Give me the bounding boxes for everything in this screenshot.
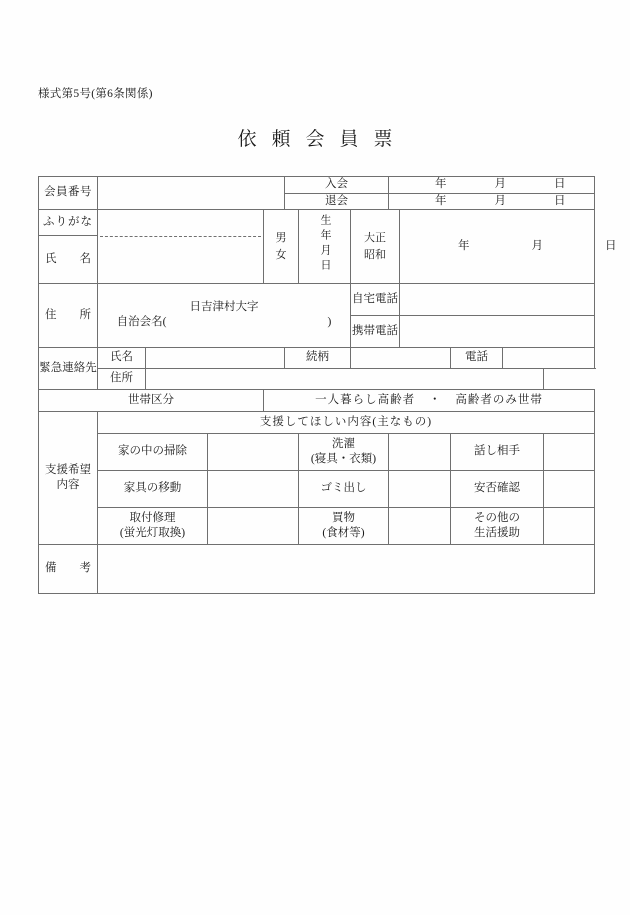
furigana-input[interactable] bbox=[98, 210, 264, 236]
table-row-remarks bbox=[39, 545, 595, 594]
birth-day-unit: 日 bbox=[605, 239, 617, 252]
support-item-check-2[interactable] bbox=[544, 434, 595, 471]
support-item-7-main: 買物 bbox=[332, 511, 355, 524]
leave-date-field[interactable] bbox=[389, 193, 595, 210]
support-item-label-0 bbox=[98, 434, 208, 471]
address-label: 住 所 bbox=[39, 284, 98, 348]
page-title: 依頼会員票 bbox=[237, 129, 408, 150]
gender-male[interactable]: 男 bbox=[275, 232, 287, 245]
mobile-phone-input[interactable] bbox=[400, 316, 595, 348]
era-showa[interactable]: 昭和 bbox=[364, 248, 386, 261]
member-no-input[interactable] bbox=[98, 177, 285, 210]
table-row-household bbox=[39, 390, 595, 412]
remarks-input[interactable] bbox=[98, 545, 595, 594]
gender-field[interactable] bbox=[264, 210, 299, 284]
join-day-unit: 日 bbox=[554, 178, 566, 190]
remarks-label: 備 考 bbox=[39, 545, 98, 594]
form-code: 様式第5号(第6条関係) bbox=[38, 88, 153, 100]
emergency-name-label: 氏名 bbox=[98, 348, 146, 369]
name-input[interactable] bbox=[98, 236, 264, 284]
support-item-check-1[interactable] bbox=[389, 434, 451, 471]
member-no-label: 会員番号 bbox=[39, 177, 98, 210]
leave-month-unit: 月 bbox=[494, 194, 506, 207]
support-item-check-5[interactable] bbox=[544, 471, 595, 508]
support-item-label-5 bbox=[451, 471, 544, 508]
furigana-label: ふりがな bbox=[39, 210, 98, 236]
support-item-check-3[interactable] bbox=[208, 471, 299, 508]
support-item-4-main: ゴミ出し bbox=[320, 482, 367, 495]
support-item-check-6[interactable] bbox=[208, 508, 299, 545]
emergency-phone-label: 電話 bbox=[451, 348, 503, 369]
address-line-1: 日吉津村大字 bbox=[189, 300, 259, 313]
support-item-check-0[interactable] bbox=[208, 434, 299, 471]
table-row-member-join bbox=[39, 177, 595, 194]
table-row-address-1 bbox=[39, 284, 595, 316]
home-phone-label: 自宅電話 bbox=[351, 284, 400, 316]
support-item-check-7[interactable] bbox=[389, 508, 451, 545]
furigana-divider bbox=[100, 236, 261, 237]
table-row-emergency-2 bbox=[39, 369, 595, 390]
table-row-support-2 bbox=[39, 471, 595, 508]
support-item-6-sub: (蛍光灯取換) bbox=[119, 527, 186, 540]
table-row-support-1 bbox=[39, 434, 595, 471]
leave-label: 退会 bbox=[285, 193, 389, 210]
support-item-0-main: 家の中の掃除 bbox=[118, 445, 187, 458]
table-row-support-3 bbox=[39, 508, 595, 545]
join-year-unit: 年 bbox=[435, 178, 447, 190]
support-item-label-4 bbox=[299, 471, 389, 508]
address-line-2: 自治会名( ) bbox=[116, 316, 332, 329]
household-option-alone[interactable]: 一人暮らし高齢者 bbox=[315, 393, 416, 406]
birth-month-unit: 月 bbox=[531, 239, 543, 252]
home-phone-input[interactable] bbox=[400, 284, 595, 316]
birthdate-field[interactable] bbox=[400, 210, 617, 284]
emergency-relation-input[interactable] bbox=[351, 348, 451, 369]
support-item-label-1 bbox=[299, 434, 389, 471]
household-label: 世帯区分 bbox=[39, 390, 264, 412]
emergency-relation-label: 続柄 bbox=[285, 348, 351, 369]
mobile-phone-label: 携帯電話 bbox=[351, 316, 400, 348]
leave-day-unit: 日 bbox=[554, 194, 566, 207]
support-item-6-main: 取付修理 bbox=[129, 511, 176, 524]
support-item-7-sub: (食材等) bbox=[322, 527, 365, 540]
support-item-2-main: 話し相手 bbox=[474, 445, 520, 458]
support-item-label-7 bbox=[299, 508, 389, 545]
address-input[interactable] bbox=[98, 284, 351, 348]
support-item-8-main: その他の bbox=[474, 511, 520, 524]
support-label-line-1: 支援希望 bbox=[45, 463, 91, 476]
support-label-line-2: 内容 bbox=[56, 479, 80, 492]
support-item-1-sub: (寝具・衣類) bbox=[310, 453, 377, 466]
support-item-1-main: 洗濯 bbox=[332, 437, 355, 450]
join-date-field[interactable] bbox=[389, 177, 595, 194]
name-label: 氏 名 bbox=[39, 236, 98, 284]
support-item-3-main: 家具の移動 bbox=[123, 482, 182, 495]
join-month-unit: 月 bbox=[494, 178, 506, 190]
era-taisho[interactable]: 大正 bbox=[364, 232, 386, 245]
emergency-name-input[interactable] bbox=[146, 348, 285, 369]
gender-female[interactable]: 女 bbox=[275, 248, 287, 261]
support-item-label-3 bbox=[98, 471, 208, 508]
birthdate-label: 生年月日 bbox=[299, 210, 351, 284]
household-option-elderly-only[interactable]: 高齢者のみ世帯 bbox=[455, 393, 543, 406]
emergency-contact-label: 緊急連絡先 bbox=[39, 348, 98, 390]
support-item-label-2 bbox=[451, 434, 544, 471]
household-options[interactable] bbox=[264, 390, 595, 412]
table-row-emergency-1 bbox=[39, 348, 595, 369]
support-item-check-4[interactable] bbox=[389, 471, 451, 508]
table-row-support-header bbox=[39, 412, 595, 434]
leave-year-unit: 年 bbox=[435, 194, 447, 207]
birth-year-unit: 年 bbox=[458, 239, 470, 252]
emergency-phone-input[interactable] bbox=[503, 348, 595, 369]
support-label bbox=[39, 412, 98, 545]
support-item-5-main: 安否確認 bbox=[474, 482, 520, 495]
support-item-label-8 bbox=[451, 508, 544, 545]
support-item-label-6 bbox=[98, 508, 208, 545]
member-registration-form bbox=[38, 176, 617, 594]
household-separator: ・ bbox=[429, 393, 442, 406]
support-header: 支援してほしい内容(主なもの) bbox=[98, 412, 595, 434]
emergency-address-label: 住所 bbox=[98, 369, 146, 390]
birth-era-field[interactable] bbox=[351, 210, 400, 284]
emergency-address-input[interactable] bbox=[146, 369, 544, 390]
table-row-furigana bbox=[39, 210, 595, 236]
join-label: 入会 bbox=[285, 177, 389, 194]
support-item-check-8[interactable] bbox=[544, 508, 595, 545]
support-item-8-sub: 生活援助 bbox=[474, 527, 520, 540]
